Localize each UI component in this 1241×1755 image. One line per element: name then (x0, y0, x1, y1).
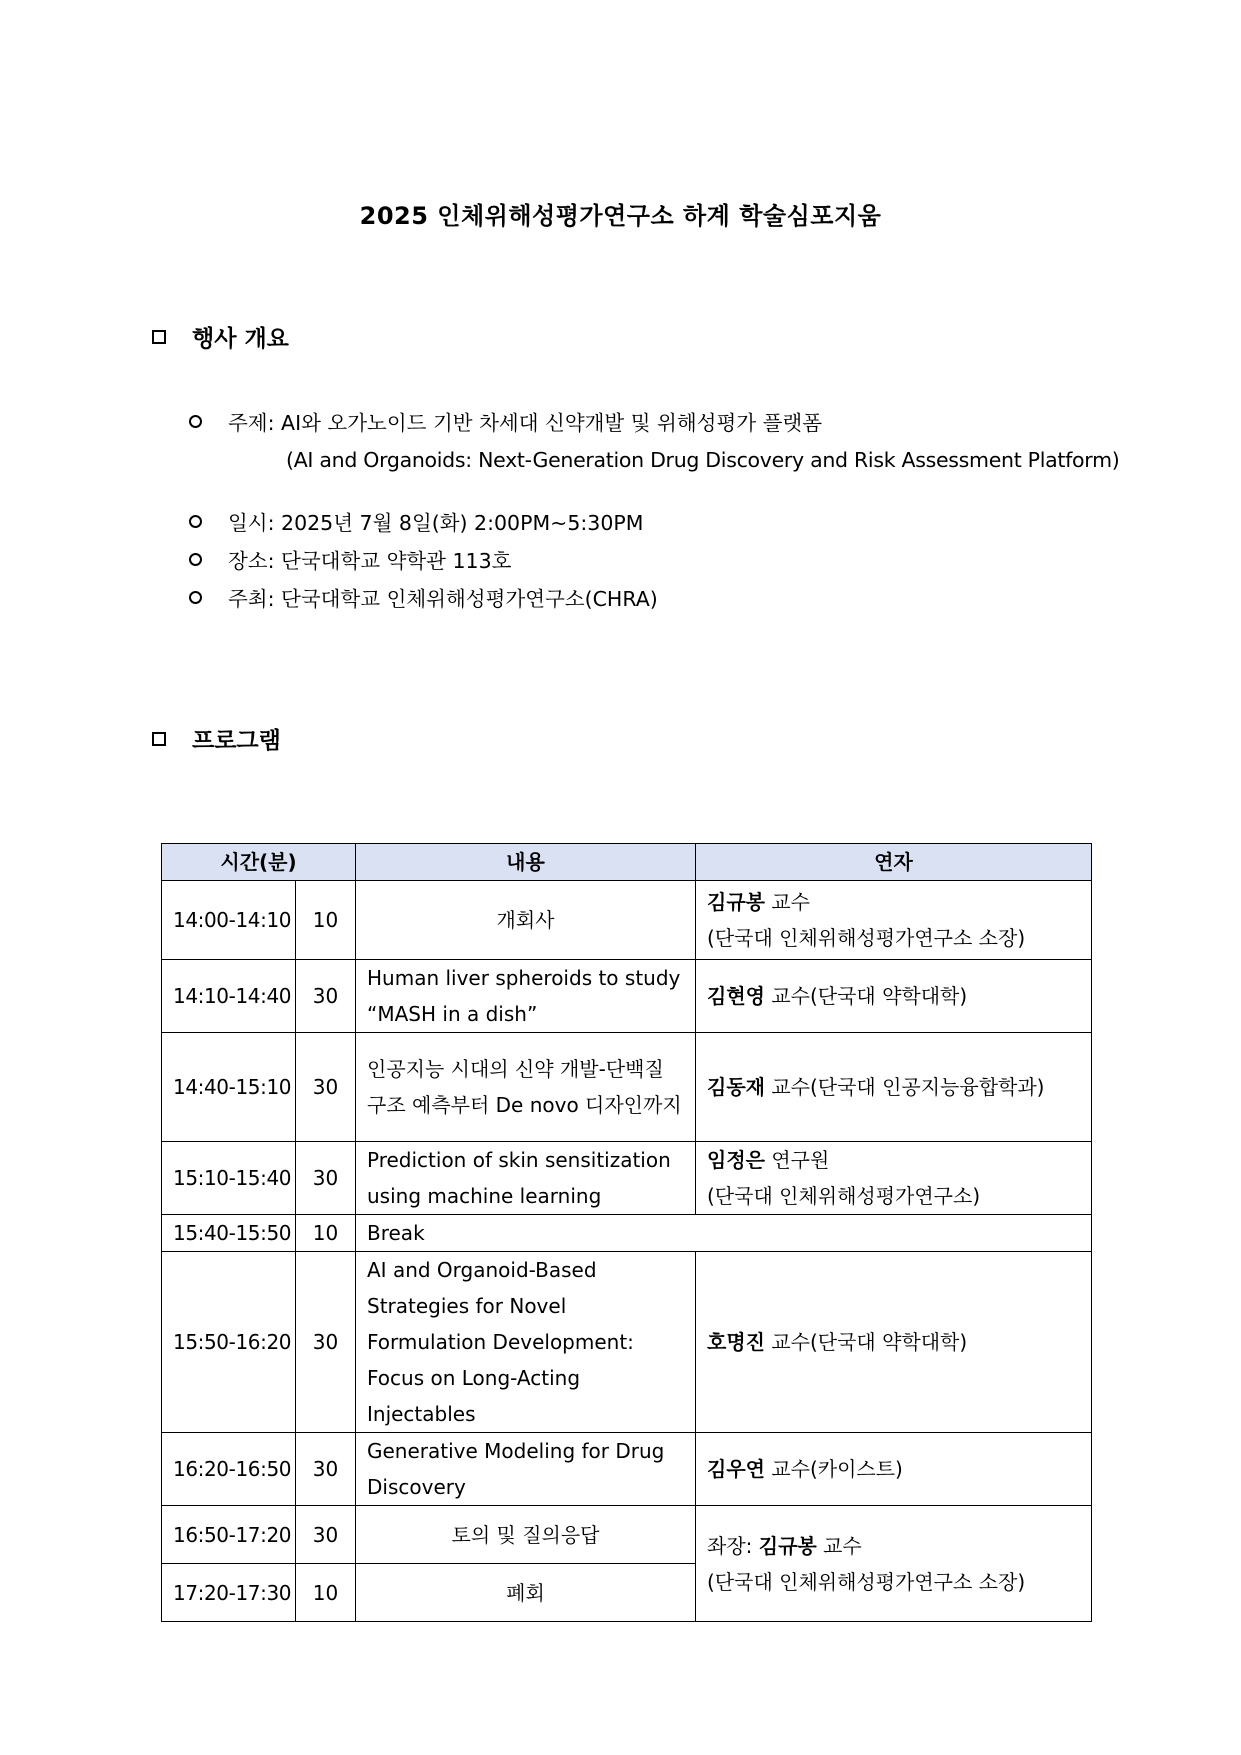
row-minutes: 30 (296, 1142, 356, 1215)
row-speaker (696, 960, 1092, 1033)
topic-value: AI와 오가노이드 기반 차세대 신약개발 및 위해성평가 플랫폼 (281, 411, 823, 435)
row-time: 15:40-15:50 (162, 1215, 296, 1252)
table-row (162, 1433, 1092, 1506)
topic-label: 주제: (228, 411, 275, 435)
circle-bullet-icon (189, 591, 202, 604)
header-speaker: 연자 (696, 844, 1092, 881)
row-content: Human liver spheroids to study “MASH in a dish” (356, 960, 696, 1033)
speaker-affiliation: (카이스트) (809, 1457, 903, 1481)
row-minutes: 30 (296, 1433, 356, 1506)
row-content: AI and Organoid-Based Strategies for Novel Formulation Development: Focus on Long-Acting Injectables (356, 1252, 696, 1433)
topic-line (189, 406, 822, 436)
topic-english: (AI and Organoids: Next-Generation Drug Discovery and Risk Assessment Platform) (286, 448, 1120, 472)
row-minutes: 10 (296, 881, 356, 960)
speaker-title: 교수 (771, 1330, 810, 1354)
venue-label: 장소: (228, 549, 275, 573)
row-speaker (696, 1033, 1092, 1142)
program-table (161, 843, 1092, 1622)
square-bullet-icon (152, 330, 166, 344)
speaker-title: 연구원 (771, 1148, 830, 1172)
venue-line (189, 544, 511, 574)
program-heading-text: 프로그램 (192, 728, 281, 754)
circle-bullet-icon (189, 415, 202, 428)
row-time: 14:00-14:10 (162, 881, 296, 960)
row-content: 개회사 (356, 881, 696, 960)
row-time: 15:50-16:20 (162, 1252, 296, 1433)
date-line (189, 506, 643, 536)
speaker-name: 김규봉 (707, 890, 765, 914)
table-row (162, 881, 1092, 960)
table-header-row (162, 844, 1092, 881)
chair-affiliation: (단국대 인체위해성평가연구소 소장) (707, 1569, 1026, 1594)
row-minutes: 30 (296, 1252, 356, 1433)
row-time: 16:20-16:50 (162, 1433, 296, 1506)
table-row (162, 1252, 1092, 1433)
speaker-affiliation: (단국대 약학대학) (809, 1330, 968, 1354)
date-label: 일시: (228, 511, 275, 535)
speaker-title: 교수 (771, 1457, 810, 1481)
row-content: Break (356, 1215, 1092, 1252)
circle-bullet-icon (189, 553, 202, 566)
row-minutes: 30 (296, 1506, 356, 1564)
row-time: 14:40-15:10 (162, 1033, 296, 1142)
chair-cell (696, 1506, 1092, 1622)
row-speaker (696, 1252, 1092, 1433)
speaker-name: 김우연 (707, 1457, 765, 1481)
table-row (162, 1033, 1092, 1142)
row-speaker (696, 881, 1092, 960)
speaker-name: 김동재 (707, 1075, 765, 1099)
row-content: Prediction of skin sensitization using machine learning (356, 1142, 696, 1215)
host-value: 단국대학교 인체위해성평가연구소(CHRA) (281, 587, 658, 611)
header-time: 시간(분) (162, 844, 356, 881)
table-row (162, 960, 1092, 1033)
section-program-heading (152, 722, 281, 755)
overview-heading-text: 행사 개요 (192, 326, 289, 352)
row-speaker (696, 1433, 1092, 1506)
speaker-affiliation: (단국대 인공지능융합학과) (809, 1075, 1045, 1099)
venue-value: 단국대학교 약학관 113호 (281, 549, 512, 573)
document-title: 2025 인체위해성평가연구소 하계 학술심포지움 (359, 202, 882, 230)
host-label: 주최: (228, 587, 275, 611)
row-speaker (696, 1142, 1092, 1215)
square-bullet-icon (152, 732, 166, 746)
chair-name: 김규봉 (758, 1533, 817, 1558)
circle-bullet-icon (189, 515, 202, 528)
row-content: 폐회 (356, 1564, 696, 1622)
speaker-title: 교수 (771, 984, 810, 1008)
table-row-break (162, 1215, 1092, 1252)
row-time: 16:50-17:20 (162, 1506, 296, 1564)
table-row (162, 1506, 1092, 1564)
chair-label: 좌장: (707, 1533, 753, 1558)
row-minutes: 10 (296, 1564, 356, 1622)
row-time: 14:10-14:40 (162, 960, 296, 1033)
speaker-name: 김현영 (707, 984, 765, 1008)
table-row (162, 1142, 1092, 1215)
row-content: Generative Modeling for Drug Discovery (356, 1433, 696, 1506)
row-content: 인공지능 시대의 신약 개발-단백질 구조 예측부터 De novo 디자인까지 (356, 1033, 696, 1142)
speaker-affiliation: (단국대 인체위해성평가연구소 소장) (707, 926, 1026, 950)
speaker-affiliation: (단국대 인체위해성평가연구소) (707, 1184, 981, 1208)
speaker-title: 교수 (771, 890, 810, 914)
speaker-affiliation: (단국대 약학대학) (809, 984, 968, 1008)
row-minutes: 30 (296, 1033, 356, 1142)
row-time: 17:20-17:30 (162, 1564, 296, 1622)
speaker-title: 교수 (771, 1075, 810, 1099)
speaker-name: 호명진 (707, 1330, 765, 1354)
row-minutes: 10 (296, 1215, 356, 1252)
chair-title: 교수 (823, 1533, 862, 1558)
date-value: 2025년 7월 8일(화) 2:00PM~5:30PM (281, 511, 644, 535)
section-overview-heading (152, 320, 289, 353)
header-content: 내용 (356, 844, 696, 881)
speaker-name: 임정은 (707, 1148, 765, 1172)
row-content: 토의 및 질의응답 (356, 1506, 696, 1564)
host-line (189, 582, 658, 612)
row-minutes: 30 (296, 960, 356, 1033)
row-time: 15:10-15:40 (162, 1142, 296, 1215)
